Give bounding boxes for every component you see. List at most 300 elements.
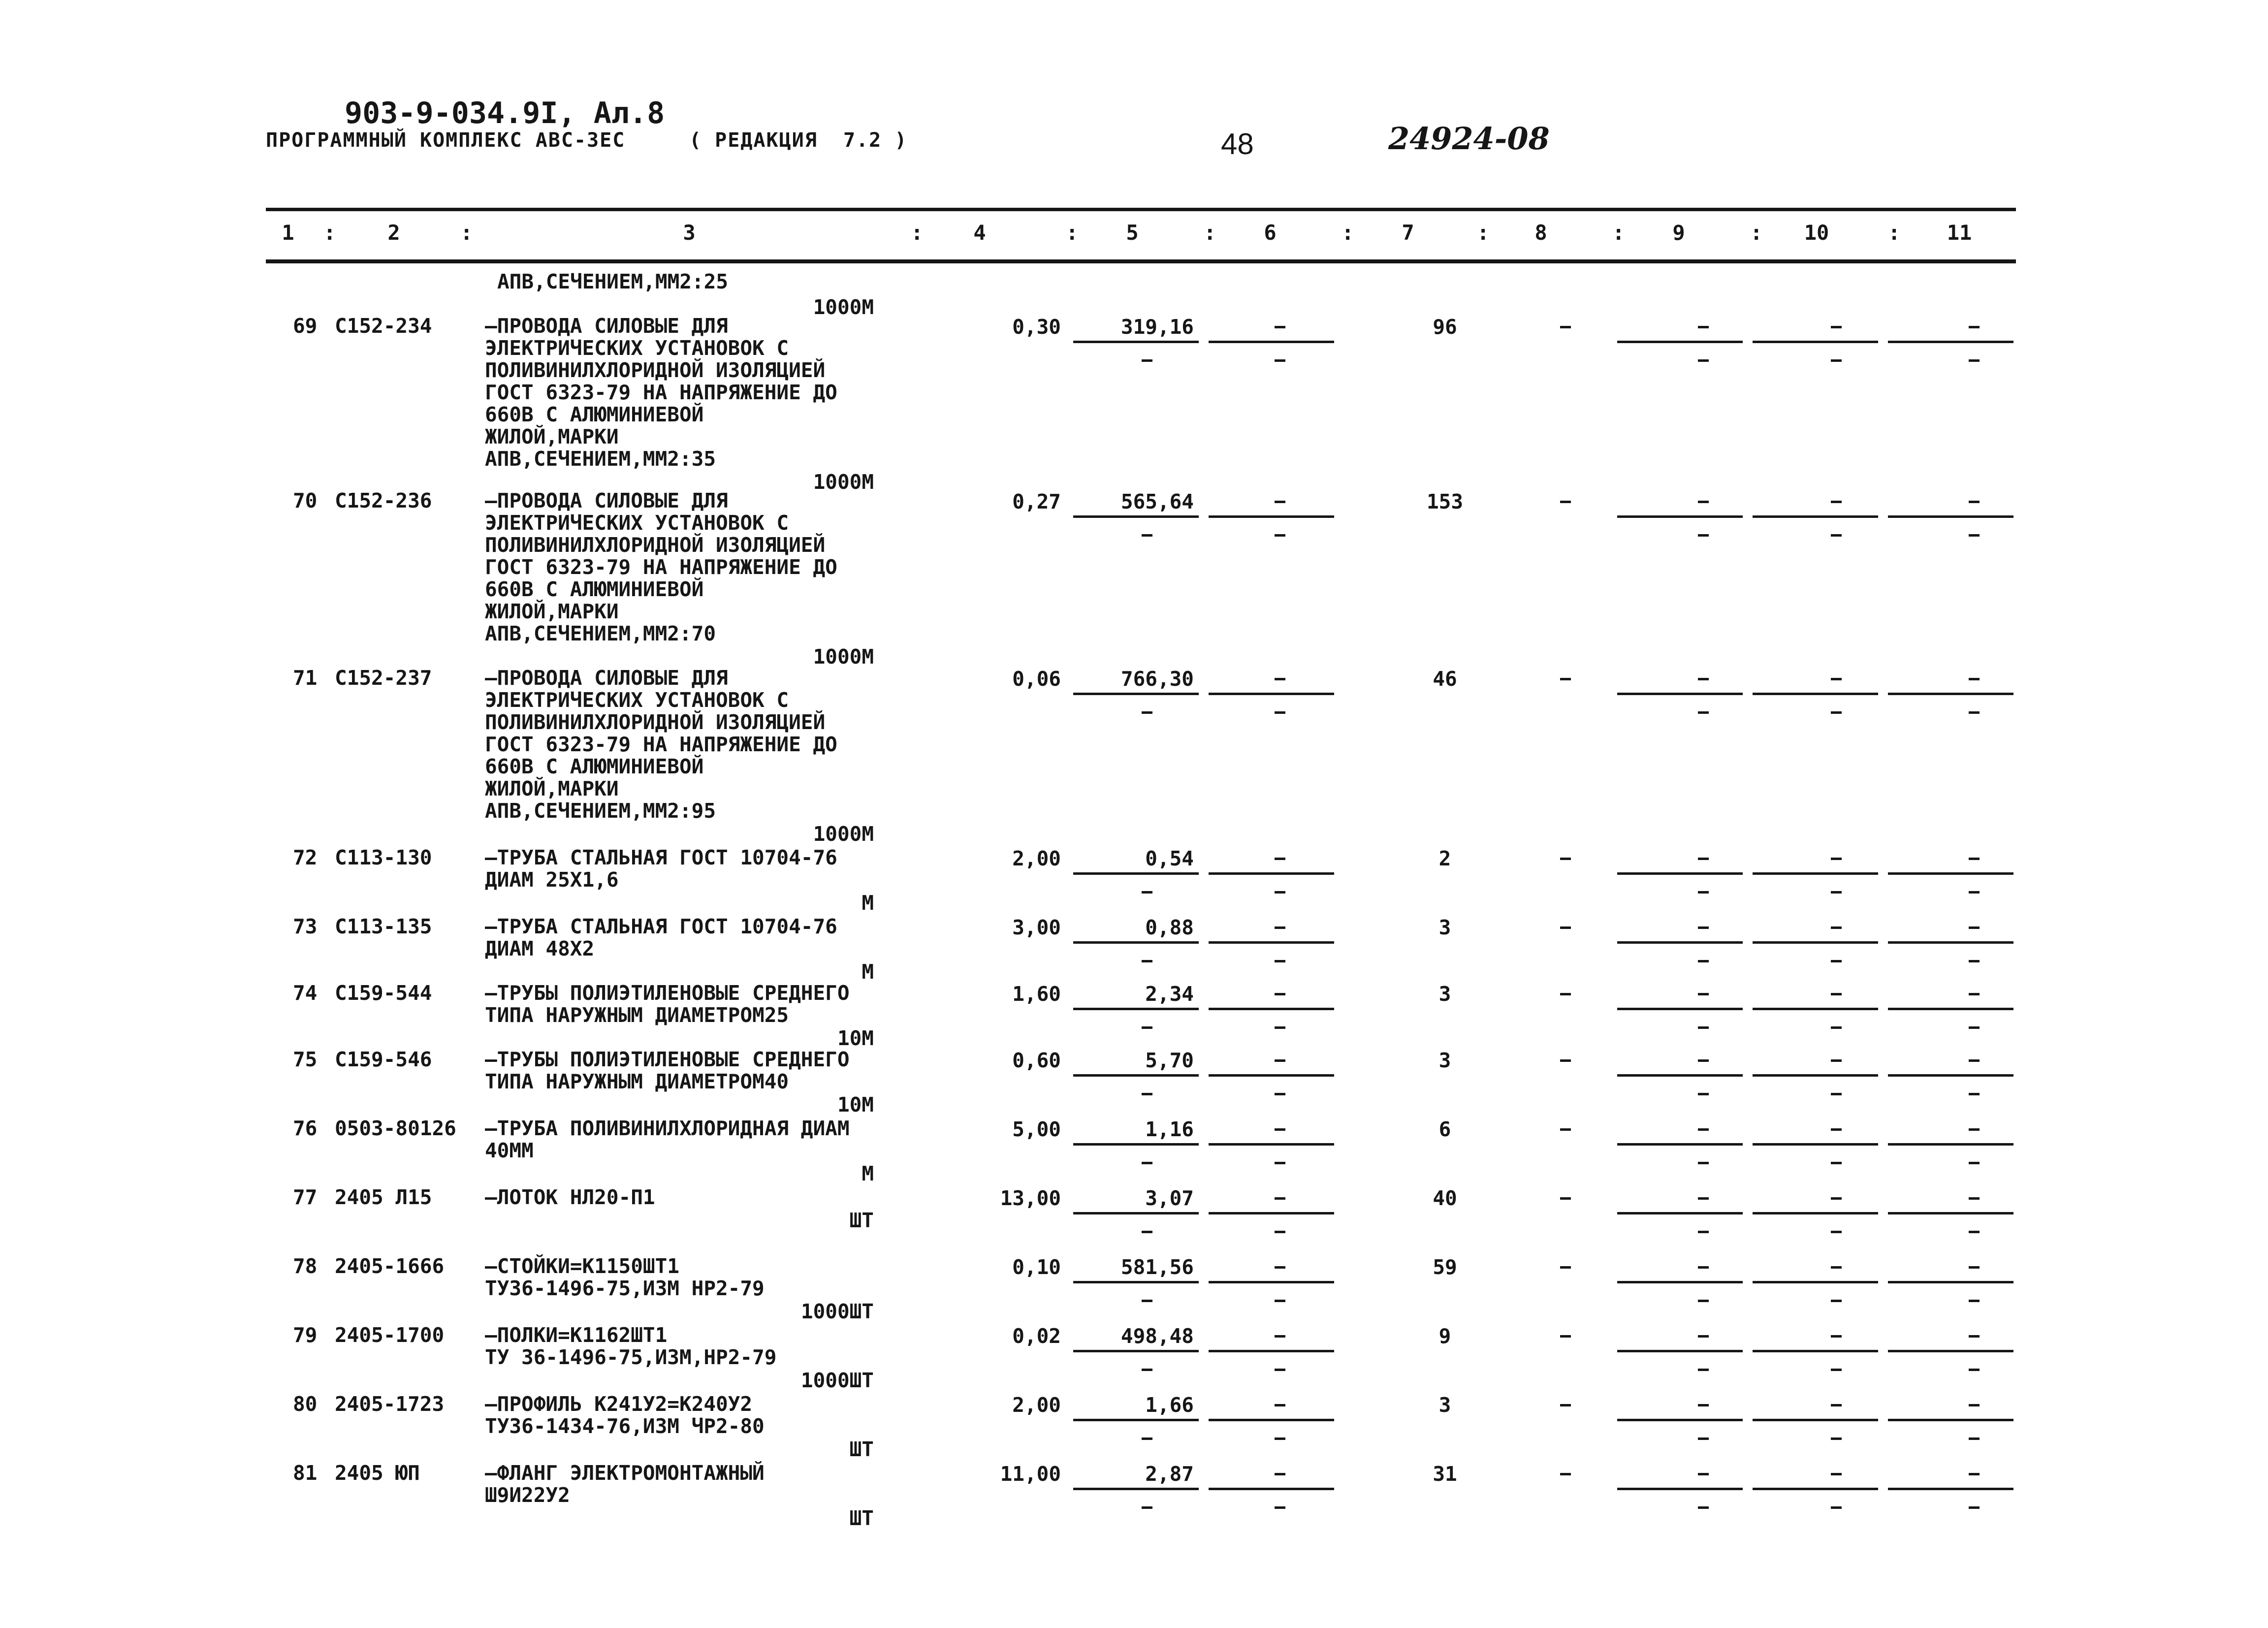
col8-dash <box>1560 678 1571 680</box>
col5-fraction-line <box>1073 872 1199 875</box>
row-number: 79 <box>293 1323 318 1347</box>
row-description-line: –СТОЙКИ=К1150ШТ1 <box>485 1254 679 1278</box>
row-description-line: –ТРУБА ПОЛИВИНИЛХЛОРИДНАЯ ДИАМ <box>485 1117 850 1140</box>
col11-lower-dash <box>1969 1300 1980 1302</box>
row-description-line: ЖИЛОЙ,МАРКИ <box>485 425 619 448</box>
col6-fraction-line <box>1209 1074 1334 1077</box>
col11-dash <box>1969 1473 1980 1475</box>
row-description-line: АПВ,СЕЧЕНИЕМ,ММ2:70 <box>485 622 716 645</box>
col5-fraction-line <box>1073 941 1199 944</box>
col6-dash <box>1275 1266 1285 1269</box>
col6-lower-dash <box>1275 960 1285 962</box>
col6-lower-dash <box>1275 1231 1285 1233</box>
row-col5-value: 766,30 <box>1120 667 1194 691</box>
col9-lower-dash <box>1698 1093 1709 1095</box>
col6-lower-dash <box>1275 534 1285 537</box>
col9-dash <box>1698 1128 1709 1131</box>
row-description-line: ЭЛЕКТРИЧЕСКИХ УСТАНОВОК С <box>485 688 789 712</box>
row-col4-value: 5,00 <box>1012 1117 1061 1141</box>
row-col5-value: 5,70 <box>1145 1049 1194 1072</box>
col6-lower-dash <box>1275 359 1285 362</box>
col6-dash <box>1275 326 1285 328</box>
row-col4-value: 13,00 <box>1000 1186 1061 1210</box>
row-col5-value: 2,34 <box>1145 982 1194 1006</box>
row-number: 78 <box>293 1254 318 1278</box>
col9-fraction-line <box>1617 1419 1743 1421</box>
row-number: 74 <box>293 981 318 1005</box>
col6-lower-dash <box>1275 1300 1285 1302</box>
row-code: 2405-1700 <box>335 1323 445 1347</box>
col9-dash <box>1698 1335 1709 1338</box>
row-description-line: ГОСТ 6323-79 НА НАПРЯЖЕНИЕ ДО <box>485 733 837 756</box>
row-description-line: –ПРОВОДА СИЛОВЫЕ ДЛЯ <box>485 489 728 512</box>
col9-dash <box>1698 501 1709 503</box>
row-col4-value: 0,27 <box>1012 490 1061 513</box>
col6-fraction-line <box>1209 1350 1334 1352</box>
col9-dash <box>1698 1404 1709 1406</box>
col6-lower-dash <box>1275 1369 1285 1371</box>
col6-dash <box>1275 501 1285 503</box>
col9-fraction-line <box>1617 872 1743 875</box>
col10-dash <box>1831 1266 1842 1269</box>
col11-dash <box>1969 926 1980 929</box>
row-description-line: ГОСТ 6323-79 НА НАПРЯЖЕНИЕ ДО <box>485 381 837 404</box>
col11-fraction-line <box>1888 515 2013 518</box>
row-col7-value: 3 <box>1438 982 1451 1006</box>
column-number: 4 <box>973 221 986 245</box>
row-description-line: ЭЛЕКТРИЧЕСКИХ УСТАНОВОК С <box>485 336 789 360</box>
col5-fraction-line <box>1073 1143 1199 1146</box>
col9-dash <box>1698 1266 1709 1269</box>
col9-fraction-line <box>1617 1143 1743 1146</box>
row-description-line: –ТРУБЫ ПОЛИЭТИЛЕНОВЫЕ СРЕДНЕГО <box>485 1048 850 1071</box>
col11-fraction-line <box>1888 1281 2013 1283</box>
col11-dash <box>1969 993 1980 995</box>
col11-lower-dash <box>1969 1093 1980 1095</box>
col5-lower-dash <box>1142 1231 1152 1233</box>
col6-fraction-line <box>1209 1281 1334 1283</box>
row-code: С113-135 <box>335 915 432 938</box>
col6-dash <box>1275 858 1285 860</box>
col5-fraction-line <box>1073 1074 1199 1077</box>
col9-lower-dash <box>1698 359 1709 362</box>
col9-fraction-line <box>1617 1212 1743 1214</box>
row-unit: 1000ШТ <box>800 1369 874 1392</box>
row-col7-value: 3 <box>1438 916 1451 939</box>
row-unit: М <box>862 1162 874 1185</box>
doc-code: 903-9-034.9I, Ал.8 <box>345 96 665 130</box>
col10-fraction-line <box>1753 341 1878 343</box>
col6-lower-dash <box>1275 1162 1285 1164</box>
col6-dash <box>1275 1197 1285 1200</box>
row-col5-value: 3,07 <box>1145 1186 1194 1210</box>
col10-dash <box>1831 1335 1842 1338</box>
col8-dash <box>1560 1404 1571 1406</box>
col6-dash <box>1275 1335 1285 1338</box>
row-number: 76 <box>293 1117 318 1140</box>
col6-lower-dash <box>1275 711 1285 714</box>
row-unit: 1000М <box>813 470 874 494</box>
column-number: 10 <box>1804 221 1829 245</box>
col10-lower-dash <box>1831 1026 1842 1029</box>
col11-fraction-line <box>1888 1074 2013 1077</box>
col10-lower-dash <box>1831 1162 1842 1164</box>
row-code: 0503-80126 <box>335 1117 456 1140</box>
col6-fraction-line <box>1209 872 1334 875</box>
col8-dash <box>1560 1473 1571 1475</box>
row-col4-value: 0,02 <box>1012 1324 1061 1348</box>
continued-line: АПВ,СЕЧЕНИЕМ,ММ2:25 <box>497 270 728 293</box>
col10-dash <box>1831 1404 1842 1406</box>
col10-dash <box>1831 678 1842 680</box>
row-col7-value: 2 <box>1438 847 1451 870</box>
row-unit: ШТ <box>849 1506 874 1530</box>
col6-fraction-line <box>1209 1212 1334 1214</box>
row-col5-value: 581,56 <box>1120 1255 1194 1279</box>
col10-lower-dash <box>1831 1093 1842 1095</box>
col9-fraction-line <box>1617 941 1743 944</box>
col8-dash <box>1560 858 1571 860</box>
col9-dash <box>1698 858 1709 860</box>
column-separator: : <box>1612 221 1625 245</box>
column-number: 2 <box>387 221 400 245</box>
col5-fraction-line <box>1073 693 1199 695</box>
row-col5-value: 0,88 <box>1145 916 1194 939</box>
col9-lower-dash <box>1698 1300 1709 1302</box>
row-col7-value: 59 <box>1433 1255 1457 1279</box>
col11-lower-dash <box>1969 359 1980 362</box>
col6-dash <box>1275 1128 1285 1131</box>
row-number: 73 <box>293 915 318 938</box>
row-description-line: ТИПА НАРУЖНЫМ ДИАМЕТРОМ25 <box>485 1003 789 1027</box>
column-separator: : <box>1342 221 1354 245</box>
row-number: 69 <box>293 314 318 338</box>
col5-lower-dash <box>1142 1093 1152 1095</box>
col6-dash <box>1275 926 1285 929</box>
col9-lower-dash <box>1698 1231 1709 1233</box>
col9-dash <box>1698 1059 1709 1062</box>
col10-fraction-line <box>1753 941 1878 944</box>
row-number: 70 <box>293 489 318 512</box>
col10-dash <box>1831 1128 1842 1131</box>
col11-fraction-line <box>1888 693 2013 695</box>
page-number: 48 <box>1221 128 1254 160</box>
row-col4-value: 0,06 <box>1012 667 1061 691</box>
row-description-line: Ш9И22У2 <box>485 1483 570 1507</box>
col10-dash <box>1831 1059 1842 1062</box>
column-number: 3 <box>683 221 696 245</box>
column-number: 6 <box>1264 221 1277 245</box>
row-col7-value: 46 <box>1433 667 1457 691</box>
col11-dash <box>1969 326 1980 328</box>
col9-lower-dash <box>1698 1437 1709 1440</box>
col9-lower-dash <box>1698 1506 1709 1509</box>
col8-dash <box>1560 1335 1571 1338</box>
row-description-line: АПВ,СЕЧЕНИЕМ,ММ2:95 <box>485 799 716 823</box>
column-separator: : <box>1477 221 1490 245</box>
row-description-line: ПОЛИВИНИЛХЛОРИДНОЙ ИЗОЛЯЦИЕЙ <box>485 710 826 734</box>
row-description-line: 660В С АЛЮМИНИЕВОЙ <box>485 403 704 426</box>
row-code: 2405 ЮП <box>335 1461 420 1485</box>
column-number: 11 <box>1947 221 1972 245</box>
row-unit: М <box>862 960 874 984</box>
col9-fraction-line <box>1617 515 1743 518</box>
row-col4-value: 0,10 <box>1012 1255 1061 1279</box>
col11-lower-dash <box>1969 1162 1980 1164</box>
col6-fraction-line <box>1209 1488 1334 1490</box>
program-title: ПРОГРАММНЫЙ КОМПЛЕКС АВС-3ЕС <box>266 129 626 152</box>
col10-lower-dash <box>1831 1300 1842 1302</box>
row-col4-value: 2,00 <box>1012 847 1061 870</box>
col6-fraction-line <box>1209 1143 1334 1146</box>
row-description-line: –ПРОВОДА СИЛОВЫЕ ДЛЯ <box>485 314 728 338</box>
col9-fraction-line <box>1617 693 1743 695</box>
col6-fraction-line <box>1209 941 1334 944</box>
row-description-line: ГОСТ 6323-79 НА НАПРЯЖЕНИЕ ДО <box>485 555 837 579</box>
row-number: 75 <box>293 1048 318 1071</box>
column-number: 8 <box>1534 221 1547 245</box>
col5-lower-dash <box>1142 711 1152 714</box>
col6-dash <box>1275 1059 1285 1062</box>
col10-fraction-line <box>1753 1488 1878 1490</box>
col10-fraction-line <box>1753 1008 1878 1010</box>
col5-lower-dash <box>1142 534 1152 537</box>
col10-fraction-line <box>1753 515 1878 518</box>
row-unit: ШТ <box>849 1437 874 1461</box>
row-unit: 1000М <box>813 645 874 669</box>
row-description-line: ЭЛЕКТРИЧЕСКИХ УСТАНОВОК С <box>485 511 789 535</box>
row-col5-value: 565,64 <box>1120 490 1194 513</box>
col5-fraction-line <box>1073 1419 1199 1421</box>
row-col7-value: 96 <box>1433 315 1457 339</box>
col9-dash <box>1698 326 1709 328</box>
col8-dash <box>1560 501 1571 503</box>
col9-fraction-line <box>1617 1350 1743 1352</box>
col10-lower-dash <box>1831 891 1842 894</box>
col6-lower-dash <box>1275 1437 1285 1440</box>
col9-lower-dash <box>1698 1369 1709 1371</box>
col11-lower-dash <box>1969 711 1980 714</box>
column-separator: : <box>1066 221 1079 245</box>
row-code: С159-546 <box>335 1048 432 1071</box>
row-col7-value: 3 <box>1438 1049 1451 1072</box>
row-code: С152-234 <box>335 314 432 338</box>
row-description-line: АПВ,СЕЧЕНИЕМ,ММ2:35 <box>485 447 716 471</box>
col11-fraction-line <box>1888 1350 2013 1352</box>
row-col4-value: 2,00 <box>1012 1393 1061 1417</box>
col6-lower-dash <box>1275 1093 1285 1095</box>
col9-lower-dash <box>1698 534 1709 537</box>
col9-fraction-line <box>1617 341 1743 343</box>
col5-lower-dash <box>1142 960 1152 962</box>
row-number: 71 <box>293 666 318 690</box>
column-number: 5 <box>1126 221 1139 245</box>
col10-fraction-line <box>1753 1281 1878 1283</box>
col5-fraction-line <box>1073 1008 1199 1010</box>
continued-unit: 1000М <box>813 295 874 319</box>
row-code: 2405 Л15 <box>335 1185 432 1209</box>
col5-lower-dash <box>1142 1162 1152 1164</box>
col11-dash <box>1969 1404 1980 1406</box>
col10-fraction-line <box>1753 1074 1878 1077</box>
col5-lower-dash <box>1142 359 1152 362</box>
col5-lower-dash <box>1142 1506 1152 1509</box>
col10-fraction-line <box>1753 1350 1878 1352</box>
col8-dash <box>1560 326 1571 328</box>
row-col5-value: 319,16 <box>1120 315 1194 339</box>
col11-dash <box>1969 501 1980 503</box>
col6-fraction-line <box>1209 1419 1334 1421</box>
col10-fraction-line <box>1753 1212 1878 1214</box>
row-description-line: ТУ36-1434-76,ИЗМ ЧР2-80 <box>485 1414 765 1438</box>
col8-dash <box>1560 1197 1571 1200</box>
column-separator: : <box>1204 221 1216 245</box>
col6-fraction-line <box>1209 515 1334 518</box>
row-description-line: ЖИЛОЙ,МАРКИ <box>485 777 619 800</box>
col11-lower-dash <box>1969 1231 1980 1233</box>
row-code: 2405-1666 <box>335 1254 445 1278</box>
column-number: 9 <box>1672 221 1685 245</box>
row-number: 81 <box>293 1461 318 1485</box>
col11-lower-dash <box>1969 1026 1980 1029</box>
col9-fraction-line <box>1617 1008 1743 1010</box>
row-description-line: ПОЛИВИНИЛХЛОРИДНОЙ ИЗОЛЯЦИЕЙ <box>485 358 826 382</box>
col10-dash <box>1831 993 1842 995</box>
row-col5-value: 1,66 <box>1145 1393 1194 1417</box>
row-col4-value: 11,00 <box>1000 1462 1061 1486</box>
col11-lower-dash <box>1969 534 1980 537</box>
col6-lower-dash <box>1275 891 1285 894</box>
row-col7-value: 31 <box>1433 1462 1457 1486</box>
col11-lower-dash <box>1969 1437 1980 1440</box>
col9-dash <box>1698 1473 1709 1475</box>
col8-dash <box>1560 1266 1571 1269</box>
col9-lower-dash <box>1698 1162 1709 1164</box>
col9-lower-dash <box>1698 960 1709 962</box>
row-unit: 1000ШТ <box>800 1300 874 1323</box>
column-number: 1 <box>282 221 294 245</box>
row-unit: М <box>862 891 874 915</box>
col5-lower-dash <box>1142 891 1152 894</box>
row-unit: ШТ <box>849 1209 874 1232</box>
col10-lower-dash <box>1831 960 1842 962</box>
col6-lower-dash <box>1275 1026 1285 1029</box>
row-col4-value: 3,00 <box>1012 916 1061 939</box>
col11-dash <box>1969 678 1980 680</box>
col6-fraction-line <box>1209 693 1334 695</box>
col10-lower-dash <box>1831 1506 1842 1509</box>
col9-fraction-line <box>1617 1074 1743 1077</box>
col10-fraction-line <box>1753 872 1878 875</box>
col10-dash <box>1831 326 1842 328</box>
col8-dash <box>1560 1059 1571 1062</box>
col10-dash <box>1831 1473 1842 1475</box>
col5-fraction-line <box>1073 341 1199 343</box>
row-code: С113-130 <box>335 846 432 869</box>
row-col7-value: 153 <box>1426 490 1464 513</box>
row-col7-value: 40 <box>1433 1186 1457 1210</box>
col10-dash <box>1831 1197 1842 1200</box>
row-col5-value: 2,87 <box>1145 1462 1194 1486</box>
row-col4-value: 0,60 <box>1012 1049 1061 1072</box>
row-number: 77 <box>293 1185 318 1209</box>
column-separator: : <box>460 221 473 245</box>
col6-dash <box>1275 993 1285 995</box>
col6-fraction-line <box>1209 341 1334 343</box>
row-description-line: –ТРУБА СТАЛЬНАЯ ГОСТ 10704-76 <box>485 846 837 869</box>
col10-lower-dash <box>1831 359 1842 362</box>
row-description-line: 40ММ <box>485 1139 534 1162</box>
col10-lower-dash <box>1831 1437 1842 1440</box>
row-col4-value: 1,60 <box>1012 982 1061 1006</box>
col10-fraction-line <box>1753 1419 1878 1421</box>
row-code: 2405-1723 <box>335 1392 445 1416</box>
col11-fraction-line <box>1888 341 2013 343</box>
col10-lower-dash <box>1831 534 1842 537</box>
col11-lower-dash <box>1969 960 1980 962</box>
col8-dash <box>1560 993 1571 995</box>
col8-dash <box>1560 1128 1571 1131</box>
col5-lower-dash <box>1142 1437 1152 1440</box>
col5-fraction-line <box>1073 1281 1199 1283</box>
col6-lower-dash <box>1275 1506 1285 1509</box>
row-number: 72 <box>293 846 318 869</box>
col11-fraction-line <box>1888 1212 2013 1214</box>
row-description-line: ТУ 36-1496-75,ИЗМ,НР2-79 <box>485 1345 777 1369</box>
col10-dash <box>1831 926 1842 929</box>
row-unit: 10М <box>837 1026 874 1050</box>
col5-lower-dash <box>1142 1369 1152 1371</box>
col9-lower-dash <box>1698 1026 1709 1029</box>
col5-fraction-line <box>1073 1488 1199 1490</box>
column-separator: : <box>1750 221 1763 245</box>
col9-dash <box>1698 678 1709 680</box>
col11-dash <box>1969 1128 1980 1131</box>
col5-lower-dash <box>1142 1300 1152 1302</box>
col9-fraction-line <box>1617 1281 1743 1283</box>
col10-lower-dash <box>1831 711 1842 714</box>
row-description-line: ДИАМ 25Х1,6 <box>485 868 619 892</box>
row-number: 80 <box>293 1392 318 1416</box>
row-description-line: –ПРОФИЛЬ К241У2=К240У2 <box>485 1392 753 1416</box>
col10-dash <box>1831 501 1842 503</box>
row-description-line: 660В С АЛЮМИНИЕВОЙ <box>485 755 704 778</box>
col11-lower-dash <box>1969 891 1980 894</box>
col6-fraction-line <box>1209 1008 1334 1010</box>
column-number: 7 <box>1402 221 1414 245</box>
col11-fraction-line <box>1888 1143 2013 1146</box>
row-col4-value: 0,30 <box>1012 315 1061 339</box>
row-description-line: ЖИЛОЙ,МАРКИ <box>485 600 619 623</box>
row-description-line: –ФЛАНГ ЭЛЕКТРОМОНТАЖНЫЙ <box>485 1461 765 1485</box>
row-description-line: 660В С АЛЮМИНИЕВОЙ <box>485 577 704 601</box>
col11-dash <box>1969 1197 1980 1200</box>
header-bottom-rule <box>266 259 2016 263</box>
col10-lower-dash <box>1831 1231 1842 1233</box>
col11-fraction-line <box>1888 1419 2013 1421</box>
row-col7-value: 3 <box>1438 1393 1451 1417</box>
col10-dash <box>1831 858 1842 860</box>
col6-dash <box>1275 1473 1285 1475</box>
header-top-rule <box>266 208 2016 211</box>
col5-lower-dash <box>1142 1026 1152 1029</box>
col11-dash <box>1969 1059 1980 1062</box>
col9-dash <box>1698 926 1709 929</box>
column-separator: : <box>1888 221 1901 245</box>
col6-dash <box>1275 678 1285 680</box>
col11-fraction-line <box>1888 1488 2013 1490</box>
column-separator: : <box>911 221 924 245</box>
